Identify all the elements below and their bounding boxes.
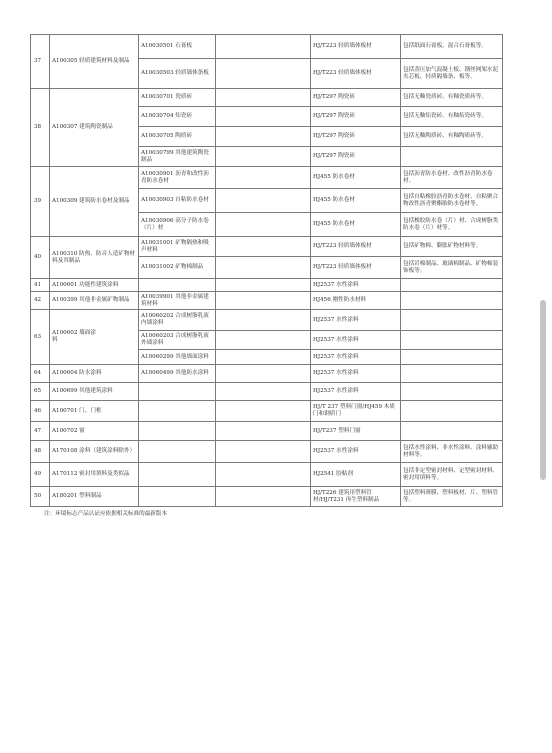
subcategory-cell: A10030704 炻瓷砖 <box>139 107 216 127</box>
blank-cell <box>216 107 311 127</box>
row-number: 41 <box>31 279 50 292</box>
category-cell: A100699 其他建筑涂料 <box>50 383 139 401</box>
standard-cell: HJ2537 水性涂料 <box>311 365 401 383</box>
standard-cell: HJ/T 237 塑料门窗/HJ459 木质门和钢质门 <box>311 401 401 422</box>
blank-cell <box>216 422 311 441</box>
blank-cell <box>216 310 311 331</box>
subcategory-cell: A10060203 合成树脂乳液外墙涂料 <box>139 331 216 350</box>
standard-cell: HJ2537 水性涂料 <box>311 383 401 401</box>
blank-cell <box>401 401 503 422</box>
standard-cell: HJ/T297 陶瓷砖 <box>311 127 401 147</box>
table-row <box>31 441 503 463</box>
note-cell: 包括无釉瓷质砖、有釉瓷质砖等。 <box>401 89 503 107</box>
standard-cell: HJ/T223 轻质墙体板材 <box>311 237 401 257</box>
table-row <box>31 383 503 401</box>
blank-cell <box>401 331 503 350</box>
document-page <box>30 34 502 518</box>
row-number: 47 <box>31 422 50 441</box>
category-cell: A100602 墙面涂料 <box>50 310 139 365</box>
table-row <box>31 401 503 422</box>
note-cell: 包括沥青防水卷材、改性沥青防水卷材。 <box>401 167 503 189</box>
blank-cell <box>216 331 311 350</box>
standard-cell: HJ/T297 陶瓷砖 <box>311 107 401 127</box>
subcategory-cell: A10030903 自粘防水卷材 <box>139 189 216 213</box>
row-number: 42 <box>31 292 50 310</box>
standard-cell: HJ/T297 陶瓷砖 <box>311 147 401 167</box>
row-number: 46 <box>31 401 50 422</box>
category-cell: A100309 建筑防水卷材及制品 <box>50 167 139 237</box>
subcategory-cell: A10030501 石膏板 <box>139 35 216 59</box>
blank-cell <box>216 463 311 487</box>
category-cell: A100604 防水涂料 <box>50 365 139 383</box>
blank-cell <box>139 422 216 441</box>
table-row <box>31 292 503 310</box>
subcategory-cell: A10039901 其他非金属建筑材料 <box>139 292 216 310</box>
standard-cell: HJ/T297 陶瓷砖 <box>311 89 401 107</box>
standard-cell: HJ455 防水卷材 <box>311 189 401 213</box>
blank-cell <box>139 463 216 487</box>
standard-cell: HJ456 刚性防水材料 <box>311 292 401 310</box>
category-cell: A100601 功能性建筑涂料 <box>50 279 139 292</box>
standard-cell: HJ/T223 轻质墙体板材 <box>311 35 401 59</box>
standard-cell: HJ2537 水性涂料 <box>311 350 401 365</box>
subcategory-cell: A10060499 其他防水涂料 <box>139 365 216 383</box>
table-row <box>31 89 503 107</box>
standard-cell: HJ/T223 轻质墙体板材 <box>311 257 401 279</box>
row-number: 48 <box>31 441 50 463</box>
blank-cell <box>216 257 311 279</box>
blank-cell <box>216 189 311 213</box>
category-cell: A100701 门、门框 <box>50 401 139 422</box>
blank-cell <box>216 147 311 167</box>
blank-cell <box>401 147 503 167</box>
blank-cell <box>401 292 503 310</box>
row-number: 64 <box>31 365 50 383</box>
note-cell: 包括岩棉制品、玻璃棉制品、矿物棉装饰板等。 <box>401 257 503 279</box>
standard-cell: HJ/T237 塑料门窗 <box>311 422 401 441</box>
subcategory-cell: A10030906 高分子防水卷（片）材 <box>139 213 216 237</box>
standard-cell: HJ2537 水性涂料 <box>311 279 401 292</box>
note-cell: 包括无釉陶质砖、有釉陶质砖等。 <box>401 127 503 147</box>
blank-cell <box>216 59 311 89</box>
row-number: 49 <box>31 463 50 487</box>
blank-cell <box>401 350 503 365</box>
standard-cell: HJ455 防水卷材 <box>311 167 401 189</box>
category-cell: A100399 其他非金属矿物制品 <box>50 292 139 310</box>
blank-cell <box>139 279 216 292</box>
table-row <box>31 365 503 383</box>
blank-cell <box>216 365 311 383</box>
subcategory-cell: A10030701 瓷质砖 <box>139 89 216 107</box>
table-row <box>31 35 503 59</box>
row-number: 37 <box>31 35 50 89</box>
table-row <box>31 279 503 292</box>
blank-cell <box>401 365 503 383</box>
note-cell: 包括矿物棉、膨胀矿物材料等。 <box>401 237 503 257</box>
row-number: 63 <box>31 310 50 365</box>
blank-cell <box>216 487 311 507</box>
note-cell: 包括自粘橡胶沥青防水卷材、自粘聚合物改性沥青聚酯胎防水卷材等。 <box>401 189 503 213</box>
blank-cell <box>401 422 503 441</box>
blank-cell <box>401 310 503 331</box>
subcategory-cell: A10030705 陶质砖 <box>139 127 216 147</box>
subcategory-cell: A10030901 沥青和改性沥青防水卷材 <box>139 167 216 189</box>
blank-cell <box>216 167 311 189</box>
row-number: 65 <box>31 383 50 401</box>
blank-cell <box>216 89 311 107</box>
subcategory-cell: A10030503 轻质墙体条板 <box>139 59 216 89</box>
subcategory-cell: A10060299 其他墙面涂料 <box>139 350 216 365</box>
table-row <box>31 422 503 441</box>
note-cell: 包括蒸压加气混凝土板、钢丝网架水泥夹芯板、轻质隔墙条、板等。 <box>401 59 503 89</box>
row-number: 50 <box>31 487 50 507</box>
subcategory-cell: A10031002 矿物棉制品 <box>139 257 216 279</box>
blank-cell <box>216 213 311 237</box>
row-number: 38 <box>31 89 50 167</box>
table-row <box>31 310 503 331</box>
product-catalog-table <box>30 34 503 507</box>
note-cell: 包括纸面石膏板、混合石膏板等。 <box>401 35 503 59</box>
table-row <box>31 487 503 507</box>
subcategory-cell: A10060202 合成树脂乳液内墙涂料 <box>139 310 216 331</box>
standard-cell: HJ2537 水性涂料 <box>311 441 401 463</box>
standard-cell: HJ2541 胶粘剂 <box>311 463 401 487</box>
note-cell: 包括水性涂料、非水性涂料、涂料辅助材料等。 <box>401 441 503 463</box>
note-cell: 包括非定型密封材料、定型密封材料、密封用填料等。 <box>401 463 503 487</box>
category-cell: A100307 建筑陶瓷制品 <box>50 89 139 167</box>
standard-cell: HJ2537 水性涂料 <box>311 331 401 350</box>
standard-cell: HJ/T223 轻质墙体板材 <box>311 59 401 89</box>
blank-cell <box>216 441 311 463</box>
blank-cell <box>216 279 311 292</box>
note-cell: 包括橡胶防水卷（片）材、合成树脂类防水卷（片）材等。 <box>401 213 503 237</box>
table-row <box>31 237 503 257</box>
category-cell: A170108 涂料（建筑涂料除外） <box>50 441 139 463</box>
note-cell: 包括塑料薄膜、塑料板材、片、塑料管等。 <box>401 487 503 507</box>
note-cell: 包括无釉炻瓷砖、有釉炻瓷砖等。 <box>401 107 503 127</box>
blank-cell <box>216 401 311 422</box>
blank-cell <box>216 237 311 257</box>
subcategory-cell: A10030799 其他建筑陶瓷制品 <box>139 147 216 167</box>
category-cell: A100310 防热、防音人造矿物材料及其制品 <box>50 237 139 279</box>
blank-cell <box>216 383 311 401</box>
blank-cell <box>139 441 216 463</box>
blank-cell <box>139 401 216 422</box>
blank-cell <box>139 383 216 401</box>
subcategory-cell: A10031001 矿物隔热和吸声材料 <box>139 237 216 257</box>
blank-cell <box>216 127 311 147</box>
blank-cell <box>401 279 503 292</box>
blank-cell <box>216 35 311 59</box>
standard-cell: HJ455 防水卷材 <box>311 213 401 237</box>
category-cell: A100702 窗 <box>50 422 139 441</box>
table-row <box>31 167 503 189</box>
row-number: 40 <box>31 237 50 279</box>
standard-cell: HJ2537 水性涂料 <box>311 310 401 331</box>
blank-cell <box>139 487 216 507</box>
standard-cell: HJ/T226 建筑用塑料管材/HJ/T231 再生塑料制品 <box>311 487 401 507</box>
footnote: 注：环境标志产品认证应依据相关标准的最新版本 <box>44 511 168 517</box>
category-cell: A170112 密封用填料及类似品 <box>50 463 139 487</box>
category-cell: A100305 轻质建筑材料及制品 <box>50 35 139 89</box>
table-row <box>31 463 503 487</box>
blank-cell <box>216 350 311 365</box>
scrollbar-thumb[interactable] <box>540 300 546 480</box>
category-cell: A180201 塑料制品 <box>50 487 139 507</box>
blank-cell <box>216 292 311 310</box>
row-number: 39 <box>31 167 50 237</box>
blank-cell <box>401 383 503 401</box>
